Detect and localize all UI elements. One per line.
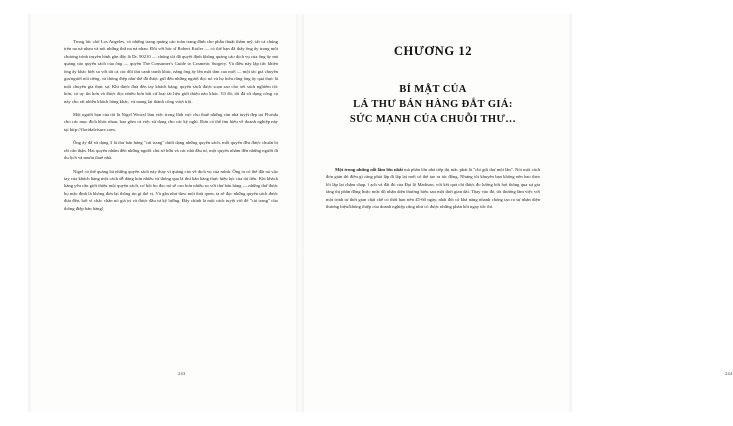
right-page-heading-block — [326, 44, 540, 128]
lead-bold-opening: Một trong những nỗi lầm lớn nhất — [335, 167, 403, 172]
left-page — [28, 14, 301, 412]
right-page-text-column — [326, 166, 540, 217]
left-page-body — [64, 38, 278, 212]
chapter-title-line-1: BÍ MẬT CỦA — [399, 84, 467, 95]
paragraph: Trong lúc chờ Los Angeles, có những trang quảng cáo toàn trang đính cho phẫu thuật thẩm mỹ, tất cả chúng trên na ná nhau và nói những thứ na ná nhau. Đối với bác sĩ Robert Kotler — có thể bạn đã thấy ông ấy trong một chương trình truyền hình gần đây là Dr. 90210 — chúng tôi đã quyết định không quảng cáo dịch vụ của ông ấy mà quảng cáo quyển sách của ông — quyển The Consumer's Guide to Cosmetic Surgery. Và điều này lập tức khiến ông ấy khác biệt so với tất cả các đối thủ cạnh tranh khác, nâng ông ấy lên một tầm cao mới — một tác giả chuyên gia/người nổi tiếng, và thông điệp như thế đã được gửi đến những người đọc nó và họ hiểu rằng ông ấy quả thực là một chuyên gia thực sự. Khi được đưa đến tay khách hàng, quyển sách được soạn sao cho xét sách nghiêm tốc hơn, có uy tín hơn và được đọc nhiều hơn bất cứ loại tài liệu giới thiệu nào khác. Tờ đó, tôi đã sử dụng công cụ này cho rất nhiều khách hàng khác, và mang lại thành công vượt trội. — [64, 39, 278, 104]
chapter-number: CHƯƠNG 12 — [393, 44, 473, 58]
left-page-text-column — [64, 38, 278, 218]
chapter-title-line-3: SỨC MẠNH CỦA CHUỖI THƯ… — [349, 113, 517, 125]
paragraph: Nigel có thể quảng bá những quyển sách này thay vì quảng cáo về dịch vụ của mình. Ông ta có thể đặt nó vào tay của khách hàng một cách dễ dàng hơn nhiều và thông qua lá thư bán hàng thực hiệu lực của tài liệu. Khi khách hàng yêu cầu giới thiệu một quyển sách, cơ hội họ đọc nó sẽ cao hơn nhiều so với thư bán hàng — những thứ được họ mặc định là không đơn lại thông tin gì thế vị. Và gần như theo một thói quen, ta sẽ đọc những quyển sách được đưa đến, bởi vì chắc chắn nó giá trị và được đầu tư kỹ lưỡng. Đây chính là một cách tuyệt vời để "cải trang" cho thông điệp bán hàng! — [64, 168, 278, 211]
paragraph: Một người bạn của tôi là Nigel Worral làm việc trong lĩnh vực cho thuê những căn nhà tuyệt đẹp tại Florida cho các mục đích khác nhau, bao gồm cả việc sử dụng cho các kỳ nghỉ. Đơn có thể tìm hiểu về doanh nghiệp này tại http://floridaleisure.com. — [64, 111, 278, 132]
paragraph: Ông ấy đã sử dụng 3 lá thư bán hàng "cải trang" dưới dạng những quyển sách, mỗi quyển đều được chuẩn bị rất cẩn thận. Hai quyển nhắm đến những người chủ sở hữu và các nhà đầu tư, một quyển nhắm đến những người đi du lịch và muốn thuê nhà. — [64, 140, 278, 161]
lead-paragraph-rest: mà phần lớn nhà tiếp thị mắc phải là "chỉ gửi thư một lần". Nói một cách đơn giản thì điều gì càng phải lặp đi lặp lại mới có thể tạo ra tác động. Nhưng tôi khuyên bạn không nên bao theo lối lặp lại chậm chạp, ì ạch và đắt đỏ của Đại lộ Madison, với kết quả chỉ được đo lường hời hợt thông qua sự gia tăng thị phần đồng hoặc mức độ nhận diện thương hiệu sau một thời gian dài. Thay vào đó, tôi thường làm việc với một trình tự thời gian chặt chẽ có thời hạn trên 45-60 ngày, nhất đối có khả năng nhanh chóng tạo ra sự nhận diện thương hiệu/không thiệp của doanh nghiệp cũng như có được những phản hồi ngay tức thì. — [326, 167, 540, 210]
chapter-title — [326, 83, 540, 128]
lead-paragraph — [326, 166, 540, 211]
right-page — [300, 14, 733, 412]
chapter-title-line-2: LÁ THƯ BÁN HÀNG ĐẮT GIÁ: — [353, 98, 513, 110]
page-number-left: 243 — [178, 371, 186, 376]
page-number-right: 244 — [725, 371, 733, 376]
right-page-body — [326, 166, 540, 211]
